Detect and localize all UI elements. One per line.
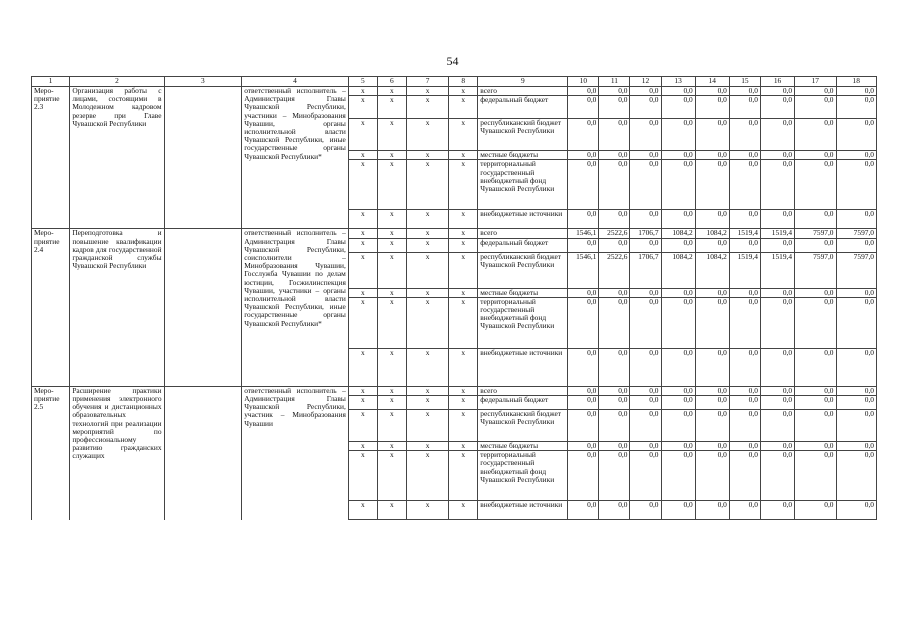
code-cell: x xyxy=(348,160,377,210)
executor-cell: ответственный исполнитель – Администрация Главы Чувашской Республики, участники – Минобразования Чувашии, органы исполнительной власти Чувашской Республики, иные государственные органы Чувашской Республики* xyxy=(242,87,349,229)
amount-cell: 0,0 xyxy=(630,87,661,96)
amount-cell: 0,0 xyxy=(630,119,661,151)
amount-cell: 0,0 xyxy=(795,410,836,442)
amount-cell: 0,0 xyxy=(599,87,630,96)
code-cell: x xyxy=(377,451,406,501)
amount-cell: 0,0 xyxy=(599,348,630,386)
amount-cell: 0,0 xyxy=(695,442,729,451)
funding-source-cell: всего xyxy=(478,229,568,238)
code-cell: x xyxy=(449,96,478,119)
table-row xyxy=(32,87,877,96)
amount-cell: 0,0 xyxy=(836,151,877,160)
code-cell: x xyxy=(406,501,448,520)
amount-cell: 0,0 xyxy=(760,119,794,151)
amount-cell: 0,0 xyxy=(795,501,836,520)
code-cell: x xyxy=(449,151,478,160)
code-cell: x xyxy=(377,96,406,119)
header-cell: 15 xyxy=(729,77,760,87)
amount-cell: 0,0 xyxy=(729,386,760,395)
amount-cell: 0,0 xyxy=(568,297,599,348)
amount-cell: 2522,6 xyxy=(599,252,630,288)
amount-cell: 0,0 xyxy=(729,442,760,451)
code-cell: x xyxy=(406,119,448,151)
amount-cell: 0,0 xyxy=(599,451,630,501)
amount-cell: 0,0 xyxy=(795,451,836,501)
amount-cell: 0,0 xyxy=(836,501,877,520)
code-cell: x xyxy=(406,288,448,297)
amount-cell: 0,0 xyxy=(630,238,661,252)
code-cell: x xyxy=(348,238,377,252)
header-row xyxy=(32,77,877,87)
table-row xyxy=(32,386,877,395)
code-cell: x xyxy=(449,386,478,395)
code-cell: x xyxy=(377,410,406,442)
amount-cell: 0,0 xyxy=(760,238,794,252)
code-cell: x xyxy=(406,160,448,210)
amount-cell: 1084,2 xyxy=(695,229,729,238)
header-cell: 16 xyxy=(760,77,794,87)
code-cell: x xyxy=(449,160,478,210)
amount-cell: 0,0 xyxy=(760,501,794,520)
code-cell: x xyxy=(449,442,478,451)
header-cell: 11 xyxy=(599,77,630,87)
amount-cell: 0,0 xyxy=(729,151,760,160)
amount-cell: 0,0 xyxy=(599,288,630,297)
amount-cell: 0,0 xyxy=(630,297,661,348)
amount-cell: 0,0 xyxy=(630,348,661,386)
amount-cell: 1084,2 xyxy=(661,229,695,238)
amount-cell: 1706,7 xyxy=(630,229,661,238)
table-row xyxy=(32,229,877,238)
amount-cell: 0,0 xyxy=(661,442,695,451)
code-cell: x xyxy=(348,210,377,229)
code-cell: x xyxy=(348,96,377,119)
funding-source-cell: местные бюджеты xyxy=(478,442,568,451)
code-cell: x xyxy=(377,386,406,395)
funding-source-cell: республиканский бюджет Чувашской Республики xyxy=(478,119,568,151)
header-cell: 5 xyxy=(348,77,377,87)
amount-cell: 0,0 xyxy=(729,348,760,386)
event-name-cell: Организация работы с лицами, состоящими в Молодежном кадровом резерве при Главе Чувашской Республики xyxy=(70,87,164,229)
event-name-cell: Переподготовка и повышение квалификации кадров для государственной гражданской службы Чувашской Республики xyxy=(70,229,164,386)
amount-cell: 0,0 xyxy=(599,501,630,520)
amount-cell: 0,0 xyxy=(695,96,729,119)
amount-cell: 0,0 xyxy=(599,151,630,160)
amount-cell: 0,0 xyxy=(729,210,760,229)
amount-cell: 0,0 xyxy=(729,396,760,410)
amount-cell: 0,0 xyxy=(836,451,877,501)
code-cell: x xyxy=(377,297,406,348)
amount-cell: 0,0 xyxy=(661,87,695,96)
amount-cell: 0,0 xyxy=(568,348,599,386)
header-cell: 10 xyxy=(568,77,599,87)
code-cell: x xyxy=(449,410,478,442)
code-cell: x xyxy=(377,160,406,210)
amount-cell: 7597,0 xyxy=(836,252,877,288)
amount-cell: 0,0 xyxy=(661,396,695,410)
amount-cell: 0,0 xyxy=(661,348,695,386)
amount-cell: 0,0 xyxy=(630,396,661,410)
amount-cell: 0,0 xyxy=(760,410,794,442)
amount-cell: 0,0 xyxy=(599,386,630,395)
amount-cell: 0,0 xyxy=(795,87,836,96)
amount-cell: 1546,1 xyxy=(568,252,599,288)
amount-cell: 0,0 xyxy=(695,119,729,151)
amount-cell: 0,0 xyxy=(661,119,695,151)
amount-cell: 1519,4 xyxy=(729,252,760,288)
code-cell: x xyxy=(348,119,377,151)
amount-cell: 0,0 xyxy=(568,396,599,410)
funding-source-cell: федеральный бюджет xyxy=(478,238,568,252)
amount-cell: 0,0 xyxy=(729,451,760,501)
amount-cell: 0,0 xyxy=(599,119,630,151)
amount-cell: 0,0 xyxy=(729,119,760,151)
code-cell: x xyxy=(406,410,448,442)
amount-cell: 0,0 xyxy=(630,288,661,297)
amount-cell: 0,0 xyxy=(836,238,877,252)
amount-cell: 0,0 xyxy=(836,386,877,395)
code-cell: x xyxy=(406,297,448,348)
funding-source-cell: республиканский бюджет Чувашской Республики xyxy=(478,252,568,288)
amount-cell: 0,0 xyxy=(760,386,794,395)
amount-cell: 0,0 xyxy=(661,386,695,395)
code-cell: x xyxy=(449,252,478,288)
amount-cell: 1519,4 xyxy=(729,229,760,238)
amount-cell: 0,0 xyxy=(729,96,760,119)
header-cell: 6 xyxy=(377,77,406,87)
code-cell: x xyxy=(377,119,406,151)
code-cell: x xyxy=(449,288,478,297)
code-cell: x xyxy=(348,229,377,238)
code-cell: x xyxy=(406,238,448,252)
event-number-cell: Меро-приятие 2.3 xyxy=(32,87,70,229)
amount-cell: 0,0 xyxy=(599,96,630,119)
amount-cell: 0,0 xyxy=(795,288,836,297)
code-cell: x xyxy=(348,252,377,288)
funding-source-cell: внебюджетные источники xyxy=(478,210,568,229)
amount-cell: 0,0 xyxy=(695,151,729,160)
code-cell: x xyxy=(449,348,478,386)
header-cell: 4 xyxy=(242,77,349,87)
amount-cell: 0,0 xyxy=(729,238,760,252)
funding-source-cell: республиканский бюджет Чувашской Республики xyxy=(478,410,568,442)
code-cell: x xyxy=(406,451,448,501)
funding-source-cell: местные бюджеты xyxy=(478,151,568,160)
amount-cell: 0,0 xyxy=(795,96,836,119)
amount-cell: 0,0 xyxy=(695,501,729,520)
funding-source-cell: всего xyxy=(478,87,568,96)
event-number-cell: Меро-приятие 2.5 xyxy=(32,386,70,519)
amount-cell: 0,0 xyxy=(760,160,794,210)
amount-cell: 0,0 xyxy=(836,410,877,442)
amount-cell: 0,0 xyxy=(795,119,836,151)
header-cell: 17 xyxy=(795,77,836,87)
amount-cell: 0,0 xyxy=(630,210,661,229)
amount-cell: 0,0 xyxy=(568,410,599,442)
amount-cell: 0,0 xyxy=(795,442,836,451)
amount-cell: 1519,4 xyxy=(760,229,794,238)
amount-cell: 0,0 xyxy=(630,151,661,160)
amount-cell: 0,0 xyxy=(695,297,729,348)
amount-cell: 0,0 xyxy=(599,396,630,410)
amount-cell: 0,0 xyxy=(760,396,794,410)
header-cell: 12 xyxy=(630,77,661,87)
amount-cell: 0,0 xyxy=(795,151,836,160)
amount-cell: 0,0 xyxy=(729,288,760,297)
amount-cell: 0,0 xyxy=(630,160,661,210)
amount-cell: 0,0 xyxy=(630,451,661,501)
amount-cell: 0,0 xyxy=(836,297,877,348)
amount-cell: 0,0 xyxy=(836,442,877,451)
amount-cell: 0,0 xyxy=(630,410,661,442)
funding-source-cell: внебюджетные источники xyxy=(478,501,568,520)
header-cell: 14 xyxy=(695,77,729,87)
amount-cell: 0,0 xyxy=(695,87,729,96)
amount-cell: 0,0 xyxy=(661,297,695,348)
funding-source-cell: местные бюджеты xyxy=(478,288,568,297)
code-cell: x xyxy=(377,396,406,410)
amount-cell: 1084,2 xyxy=(661,252,695,288)
header-cell: 18 xyxy=(836,77,877,87)
amount-cell: 0,0 xyxy=(568,288,599,297)
amount-cell: 0,0 xyxy=(568,160,599,210)
code-cell: x xyxy=(377,151,406,160)
funding-source-cell: внебюджетные источники xyxy=(478,348,568,386)
amount-cell: 0,0 xyxy=(795,238,836,252)
amount-cell: 2522,6 xyxy=(599,229,630,238)
code-cell: x xyxy=(449,229,478,238)
code-cell: x xyxy=(348,151,377,160)
amount-cell: 0,0 xyxy=(568,386,599,395)
amount-cell: 0,0 xyxy=(695,238,729,252)
amount-cell: 1706,7 xyxy=(630,252,661,288)
header-cell: 9 xyxy=(478,77,568,87)
amount-cell: 0,0 xyxy=(795,297,836,348)
amount-cell: 0,0 xyxy=(760,297,794,348)
amount-cell: 0,0 xyxy=(695,210,729,229)
header-cell: 3 xyxy=(164,77,242,87)
amount-cell: 0,0 xyxy=(630,501,661,520)
code-cell: x xyxy=(449,396,478,410)
amount-cell: 0,0 xyxy=(661,160,695,210)
amount-cell: 0,0 xyxy=(836,210,877,229)
amount-cell: 0,0 xyxy=(836,87,877,96)
financing-table xyxy=(31,76,877,520)
amount-cell: 0,0 xyxy=(836,348,877,386)
funding-source-cell: территориальный государственный внебюджетный фонд Чувашской Республики xyxy=(478,451,568,501)
amount-cell: 0,0 xyxy=(568,238,599,252)
amount-cell: 0,0 xyxy=(760,151,794,160)
amount-cell: 0,0 xyxy=(661,96,695,119)
amount-cell: 0,0 xyxy=(695,451,729,501)
amount-cell: 0,0 xyxy=(568,87,599,96)
amount-cell: 0,0 xyxy=(599,442,630,451)
amount-cell: 0,0 xyxy=(795,386,836,395)
code-cell: x xyxy=(348,501,377,520)
amount-cell: 0,0 xyxy=(695,160,729,210)
amount-cell: 0,0 xyxy=(599,238,630,252)
amount-cell: 0,0 xyxy=(760,87,794,96)
code-cell: x xyxy=(406,252,448,288)
amount-cell: 0,0 xyxy=(568,442,599,451)
amount-cell: 0,0 xyxy=(795,396,836,410)
amount-cell: 0,0 xyxy=(568,151,599,160)
code-cell: x xyxy=(348,386,377,395)
amount-cell: 0,0 xyxy=(729,160,760,210)
amount-cell: 1546,1 xyxy=(568,229,599,238)
amount-cell: 0,0 xyxy=(661,210,695,229)
code-cell: x xyxy=(348,87,377,96)
funding-source-cell: территориальный государственный внебюджетный фонд Чувашской Республики xyxy=(478,297,568,348)
code-cell: x xyxy=(406,229,448,238)
code-cell: x xyxy=(348,442,377,451)
amount-cell: 0,0 xyxy=(729,501,760,520)
page-number: 54 xyxy=(446,54,459,68)
amount-cell: 0,0 xyxy=(695,288,729,297)
code-cell: x xyxy=(377,87,406,96)
amount-cell: 0,0 xyxy=(568,119,599,151)
column-3-cell xyxy=(164,87,242,229)
amount-cell: 0,0 xyxy=(836,396,877,410)
funding-source-cell: территориальный государственный внебюджетный фонд Чувашской Республики xyxy=(478,160,568,210)
amount-cell: 1084,2 xyxy=(695,252,729,288)
amount-cell: 0,0 xyxy=(599,410,630,442)
amount-cell: 0,0 xyxy=(568,451,599,501)
code-cell: x xyxy=(449,297,478,348)
amount-cell: 0,0 xyxy=(630,386,661,395)
code-cell: x xyxy=(406,151,448,160)
amount-cell: 7597,0 xyxy=(795,252,836,288)
code-cell: x xyxy=(377,442,406,451)
amount-cell: 0,0 xyxy=(599,210,630,229)
amount-cell: 0,0 xyxy=(661,410,695,442)
table-body xyxy=(32,77,877,520)
column-3-cell xyxy=(164,229,242,386)
event-name-cell: Расширение практики применения электронного обучения и дистанционных образовательных технологий при реализации мероприятий по профессиональному развитию гражданских служащих xyxy=(70,386,164,519)
amount-cell: 0,0 xyxy=(729,410,760,442)
code-cell: x xyxy=(348,410,377,442)
amount-cell: 0,0 xyxy=(661,451,695,501)
code-cell: x xyxy=(406,210,448,229)
amount-cell: 7597,0 xyxy=(795,229,836,238)
amount-cell: 0,0 xyxy=(630,96,661,119)
amount-cell: 0,0 xyxy=(760,348,794,386)
code-cell: x xyxy=(449,451,478,501)
amount-cell: 0,0 xyxy=(760,451,794,501)
amount-cell: 0,0 xyxy=(760,288,794,297)
executor-cell: ответственный исполнитель – Администрация Главы Чувашской Республики, соисполнители – Минобразования Чувашии, Госслужба Чувашии по делам юстиции, Госжилинспекция Чувашии, участники – органы исполнительной власти Чувашской Республики, иные государственные органы Чувашской Республики* xyxy=(242,229,349,386)
amount-cell: 0,0 xyxy=(836,96,877,119)
code-cell: x xyxy=(377,238,406,252)
amount-cell: 0,0 xyxy=(568,96,599,119)
funding-source-cell: всего xyxy=(478,386,568,395)
amount-cell: 0,0 xyxy=(695,410,729,442)
code-cell: x xyxy=(449,119,478,151)
event-number-cell: Меро-приятие 2.4 xyxy=(32,229,70,386)
funding-source-cell: федеральный бюджет xyxy=(478,396,568,410)
code-cell: x xyxy=(377,210,406,229)
header-cell: 7 xyxy=(406,77,448,87)
amount-cell: 0,0 xyxy=(661,238,695,252)
amount-cell: 0,0 xyxy=(599,297,630,348)
amount-cell: 0,0 xyxy=(729,87,760,96)
code-cell: x xyxy=(406,396,448,410)
amount-cell: 0,0 xyxy=(795,160,836,210)
amount-cell: 0,0 xyxy=(795,348,836,386)
code-cell: x xyxy=(406,442,448,451)
amount-cell: 0,0 xyxy=(795,210,836,229)
amount-cell: 0,0 xyxy=(760,96,794,119)
amount-cell: 0,0 xyxy=(729,297,760,348)
code-cell: x xyxy=(348,451,377,501)
code-cell: x xyxy=(449,238,478,252)
amount-cell: 0,0 xyxy=(695,386,729,395)
amount-cell: 0,0 xyxy=(760,210,794,229)
code-cell: x xyxy=(449,210,478,229)
funding-source-cell: федеральный бюджет xyxy=(478,96,568,119)
code-cell: x xyxy=(377,348,406,386)
amount-cell: 0,0 xyxy=(568,210,599,229)
amount-cell: 0,0 xyxy=(599,160,630,210)
amount-cell: 0,0 xyxy=(661,288,695,297)
header-cell: 2 xyxy=(70,77,164,87)
code-cell: x xyxy=(449,87,478,96)
executor-cell: ответственный исполнитель – Администрация Главы Чувашской Республики, участник – Минобразования Чувашии xyxy=(242,386,349,519)
code-cell: x xyxy=(377,252,406,288)
header-cell: 1 xyxy=(32,77,70,87)
amount-cell: 0,0 xyxy=(836,288,877,297)
amount-cell: 0,0 xyxy=(661,151,695,160)
amount-cell: 0,0 xyxy=(836,119,877,151)
code-cell: x xyxy=(348,297,377,348)
amount-cell: 0,0 xyxy=(836,160,877,210)
code-cell: x xyxy=(377,288,406,297)
code-cell: x xyxy=(377,501,406,520)
header-cell: 13 xyxy=(661,77,695,87)
amount-cell: 0,0 xyxy=(695,348,729,386)
code-cell: x xyxy=(406,87,448,96)
code-cell: x xyxy=(449,501,478,520)
code-cell: x xyxy=(377,229,406,238)
amount-cell: 0,0 xyxy=(630,442,661,451)
amount-cell: 0,0 xyxy=(695,396,729,410)
header-cell: 8 xyxy=(449,77,478,87)
amount-cell: 1519,4 xyxy=(760,252,794,288)
code-cell: x xyxy=(406,386,448,395)
code-cell: x xyxy=(348,348,377,386)
code-cell: x xyxy=(348,396,377,410)
code-cell: x xyxy=(348,288,377,297)
column-3-cell xyxy=(164,386,242,519)
amount-cell: 0,0 xyxy=(760,442,794,451)
code-cell: x xyxy=(406,348,448,386)
amount-cell: 0,0 xyxy=(568,501,599,520)
amount-cell: 7597,0 xyxy=(836,229,877,238)
code-cell: x xyxy=(406,96,448,119)
amount-cell: 0,0 xyxy=(661,501,695,520)
